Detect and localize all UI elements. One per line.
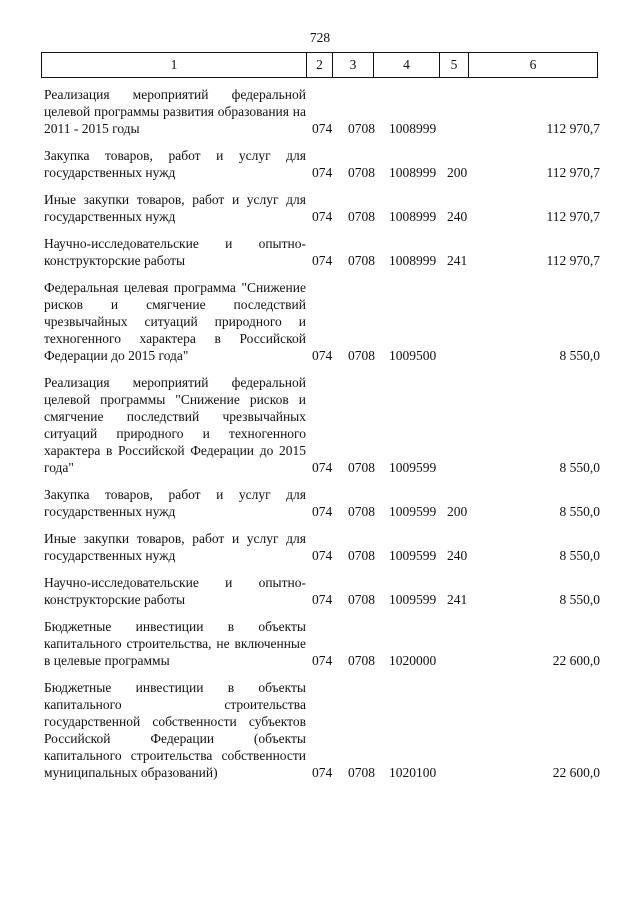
- row-col-3: 0708: [348, 592, 375, 607]
- row-col-6: 112 970,7: [546, 165, 600, 180]
- row-col-2: 074: [312, 121, 333, 136]
- row-col-4: 1009599: [389, 592, 437, 607]
- row-col-6: 8 550,0: [559, 504, 600, 519]
- table-row: [44, 235, 600, 269]
- row-col-2: 074: [312, 653, 333, 668]
- header-col-1: 1: [42, 53, 307, 77]
- row-col-2: 074: [312, 348, 333, 363]
- row-col-5: 200: [447, 165, 468, 180]
- header-col-6: 6: [529, 57, 537, 72]
- row-name: Реализация мероприятий федеральной целевой программы развития образования на 2011 - 2015 годы: [44, 87, 306, 136]
- row-col-3: 0708: [348, 209, 375, 224]
- header-col-3: 3: [333, 53, 374, 77]
- row-col-2: 074: [312, 548, 333, 563]
- row-col-6: 22 600,0: [552, 765, 600, 780]
- row-name: Реализация мероприятий федеральной целевой программы "Снижение рисков и смягчение последствий чрезвычайных ситуаций природного и техногенного характера в Российской Федерации до 2015 года": [44, 375, 306, 475]
- row-name: Закупка товаров, работ и услуг для государственных нужд: [44, 148, 306, 180]
- table-row: [44, 486, 600, 520]
- row-col-3: 0708: [348, 548, 375, 563]
- row-col-2: 074: [312, 592, 333, 607]
- row-name: Иные закупки товаров, работ и услуг для государственных нужд: [44, 531, 306, 563]
- row-col-4: 1020000: [389, 653, 437, 668]
- header-col-4: 4: [374, 53, 440, 77]
- row-col-6: 22 600,0: [552, 653, 600, 668]
- table-row: [44, 530, 600, 564]
- table-header: [41, 52, 598, 78]
- header-col-2: 2: [307, 53, 333, 77]
- table-row: [44, 279, 600, 364]
- row-name: Бюджетные инвестиции в объекты капитального строительства, не включенные в целевые программы: [44, 619, 306, 668]
- row-name: Научно-исследовательские и опытно-конструкторские работы: [44, 236, 306, 268]
- row-col-2: 074: [312, 253, 333, 268]
- row-col-6: 112 970,7: [546, 253, 600, 268]
- row-col-6: 8 550,0: [559, 348, 600, 363]
- row-col-3: 0708: [348, 121, 375, 136]
- row-col-5: 241: [447, 253, 468, 268]
- row-col-4: 1009599: [389, 460, 437, 475]
- row-col-6: 8 550,0: [559, 592, 600, 607]
- row-col-4: 1009599: [389, 504, 437, 519]
- row-col-3: 0708: [348, 460, 375, 475]
- row-col-5: 241: [447, 592, 468, 607]
- row-name: Иные закупки товаров, работ и услуг для государственных нужд: [44, 192, 306, 224]
- header-col-5: 5: [440, 53, 469, 77]
- row-name: Бюджетные инвестиции в объекты капитального строительства государственной собственности субъектов Российской Федерации (объекты капитального строительства собственности муниципальных образований): [44, 680, 306, 780]
- row-col-5: 240: [447, 209, 468, 224]
- row-col-2: 074: [312, 504, 333, 519]
- row-col-6: 112 970,7: [546, 209, 600, 224]
- row-col-4: 1008999: [389, 253, 437, 268]
- row-name: Федеральная целевая программа "Снижение рисков и смягчение последствий чрезвычайных ситуаций природного и техногенного характера в Российской Федерации до 2015 года": [44, 280, 306, 363]
- table-row: [44, 86, 600, 137]
- row-col-3: 0708: [348, 765, 375, 780]
- row-col-2: 074: [312, 165, 333, 180]
- row-col-4: 1008999: [389, 165, 437, 180]
- row-col-3: 0708: [348, 653, 375, 668]
- table-row: [44, 574, 600, 608]
- row-col-4: 1020100: [389, 765, 437, 780]
- table-row: [44, 191, 600, 225]
- table-row: [44, 147, 600, 181]
- row-col-6: 8 550,0: [559, 548, 600, 563]
- row-name: Закупка товаров, работ и услуг для государственных нужд: [44, 487, 306, 519]
- table-body: [44, 86, 600, 791]
- table-row: [44, 374, 600, 476]
- row-col-5: 200: [447, 504, 468, 519]
- row-col-3: 0708: [348, 348, 375, 363]
- page-number: 728: [309, 30, 331, 45]
- row-col-3: 0708: [348, 253, 375, 268]
- table-row: [44, 618, 600, 669]
- row-col-4: 1009599: [389, 548, 437, 563]
- row-col-5: 240: [447, 548, 468, 563]
- row-col-2: 074: [312, 209, 333, 224]
- row-col-4: 1008999: [389, 121, 437, 136]
- row-col-2: 074: [312, 765, 333, 780]
- row-col-3: 0708: [348, 504, 375, 519]
- row-name: Научно-исследовательские и опытно-конструкторские работы: [44, 575, 306, 607]
- row-col-4: 1009500: [389, 348, 437, 363]
- table-row: [44, 679, 600, 781]
- row-col-3: 0708: [348, 165, 375, 180]
- row-col-6: 112 970,7: [546, 121, 600, 136]
- row-col-4: 1008999: [389, 209, 437, 224]
- row-col-6: 8 550,0: [559, 460, 600, 475]
- row-col-2: 074: [312, 460, 333, 475]
